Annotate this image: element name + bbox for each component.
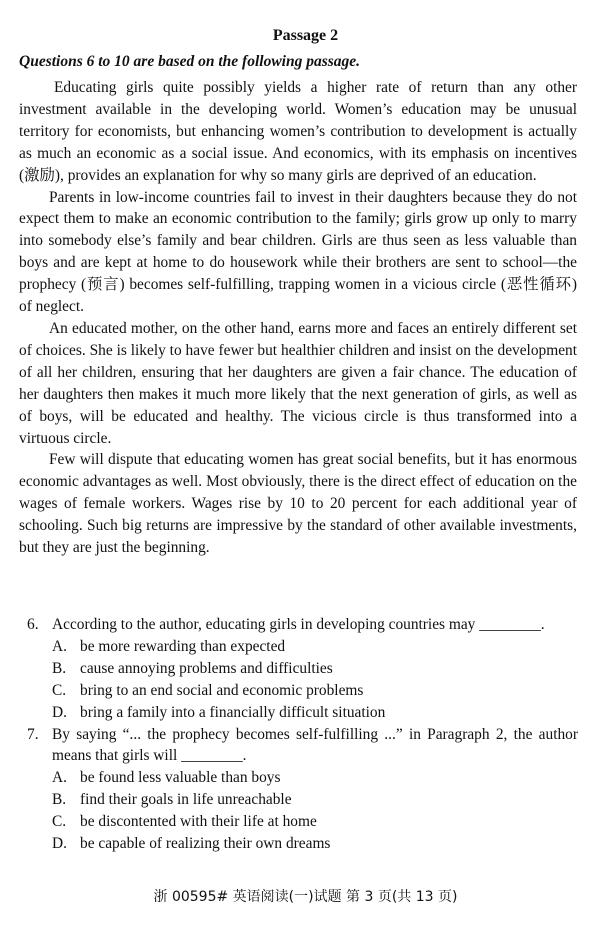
option-letter: B. xyxy=(52,791,67,809)
option-text: be capable of realizing their own dreams xyxy=(80,835,331,853)
question-list xyxy=(27,614,578,855)
question-6 xyxy=(27,614,578,724)
paragraph-3: An educated mother, on the other hand, earns more and faces an entirely different set of choices. She is likely to have fewer but healthier children and insist on the development of all her children, ensuring that her daughters are given a fair chance. The education of her daughters then makes it much more likely that the next generation of girls, as well as of boys, will be educated and healthy. The vicious circle is thus transformed into a virtuous circle. xyxy=(19,319,577,447)
option-letter: C. xyxy=(52,681,67,699)
option-list xyxy=(52,636,578,724)
option-b xyxy=(52,789,578,811)
passage-instructions: Questions 6 to 10 are based on the following passage. xyxy=(19,53,361,70)
question-stem: By saying “... the prophecy becomes self-fulfilling ...” in Paragraph 2, the author means that girls will ________. xyxy=(52,725,578,765)
option-text: find their goals in life unreachable xyxy=(80,791,292,809)
passage-title: Passage 2 xyxy=(272,27,339,44)
option-text: be more rewarding than expected xyxy=(80,637,286,655)
option-letter: D. xyxy=(52,835,67,853)
option-text: bring to an end social and economic problems xyxy=(80,681,364,699)
option-a xyxy=(52,636,578,658)
option-letter: A. xyxy=(52,637,67,655)
paragraph-4: Few will dispute that educating women has great social benefits, but it has enormous economic advantages as well. Most obviously, there is the direct effect of education on the wages of female workers. Wages rise by 10 to 20 percent for each additional year of schooling. Such big returns are impressive by the standard of other available investments, but they are just the beginning. xyxy=(19,451,577,557)
question-number: 6. xyxy=(27,616,39,633)
option-a xyxy=(52,767,578,789)
option-text: cause annoying problems and difficulties xyxy=(80,659,333,677)
question-stem: According to the author, educating girls in developing countries may ________. xyxy=(52,616,545,633)
option-c xyxy=(52,811,578,833)
option-text: be discontented with their life at home xyxy=(80,813,317,831)
option-c xyxy=(52,680,578,702)
question-number: 7. xyxy=(27,725,39,743)
option-letter: A. xyxy=(52,769,67,787)
option-text: bring a family into a financially difficult situation xyxy=(80,703,386,721)
option-text: be found less valuable than boys xyxy=(80,769,281,787)
paragraph-1: Educating girls quite possibly yields a higher rate of return than any other investment available in the developing world. Women’s education may be unusual territory for economists, but enhancing women’s contribution to development is actually as much an economic as a social issue. And economics, with its emphasis on incentives (激励), provides an explanation for why so many girls are deprived of an education. xyxy=(19,79,577,184)
question-7 xyxy=(27,724,578,855)
option-letter: C. xyxy=(52,813,67,831)
option-d xyxy=(52,702,578,724)
option-b xyxy=(52,658,578,680)
option-list xyxy=(52,767,578,855)
option-letter: D. xyxy=(52,703,67,721)
passage-body xyxy=(19,77,577,559)
option-letter: B. xyxy=(52,659,67,677)
option-d xyxy=(52,833,578,855)
page-footer: 浙 00595# 英语阅读(一)试题 第 3 页(共 13 页) xyxy=(153,889,458,905)
paragraph-2: Parents in low-income countries fail to invest in their daughters because they do not expect them to make an economic contribution to the family; girls grow up only to marry into somebody else’s family and bear children. Girls are thus seen as less valuable than boys and are kept at home to do housework while their brothers are sent to school—the prophecy (预言) becomes self-fulfilling, trapping women in a vicious circle (恶性循环) of neglect. xyxy=(19,188,577,316)
